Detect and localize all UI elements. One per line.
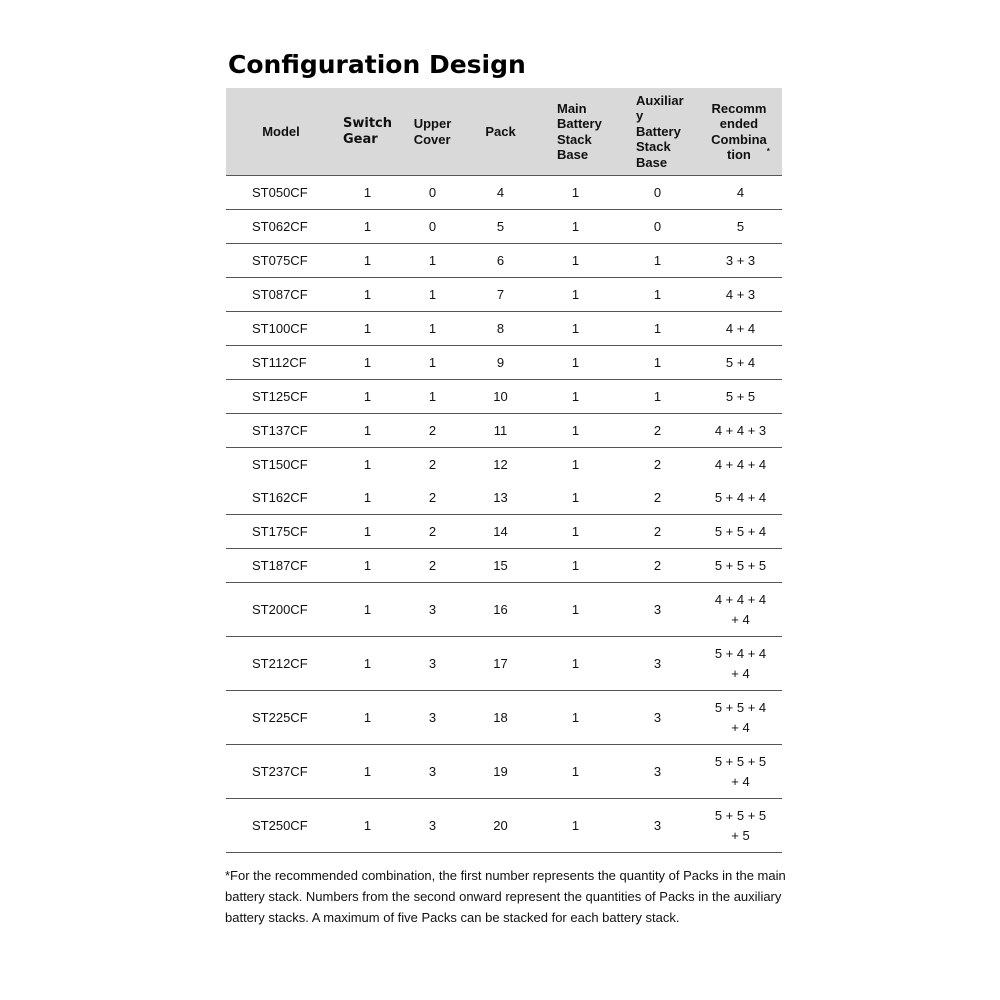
pack-cell: 11 <box>466 414 535 448</box>
main-base-cell: 1 <box>535 637 616 691</box>
combination-value: 4 + 4 <box>725 320 756 336</box>
switch-gear-cell: 1 <box>336 691 399 745</box>
switch-gear-cell: 1 <box>336 637 399 691</box>
combination-value: 4 + 4 + 4 <box>714 456 767 472</box>
combination-cell <box>699 549 782 583</box>
aux-base-cell: 1 <box>616 380 699 414</box>
combination-cell <box>699 799 782 853</box>
header-footnote-mark: * <box>766 146 770 156</box>
pack-cell: 16 <box>466 583 535 637</box>
pack-cell: 4 <box>466 176 535 210</box>
main-base-cell: 1 <box>535 380 616 414</box>
model-cell: ST125CF <box>226 380 336 414</box>
switch-gear-cell: 1 <box>336 380 399 414</box>
main-base-cell: 1 <box>535 414 616 448</box>
upper-cover-cell: 1 <box>399 346 466 380</box>
aux-base-cell: 1 <box>616 278 699 312</box>
table-row <box>226 799 782 853</box>
main-base-cell: 1 <box>535 515 616 549</box>
model-cell: ST200CF <box>226 583 336 637</box>
table-row <box>226 414 782 448</box>
switch-gear-cell: 1 <box>336 515 399 549</box>
table-row <box>226 549 782 583</box>
combination-cell <box>699 745 782 799</box>
header-main-battery-stack-base: Main Battery Stack Base <box>535 88 616 176</box>
switch-gear-cell: 1 <box>336 549 399 583</box>
main-base-cell: 1 <box>535 346 616 380</box>
table-body <box>226 176 782 853</box>
upper-cover-cell: 2 <box>399 414 466 448</box>
table-row <box>226 448 782 482</box>
table-row <box>226 380 782 414</box>
table-row <box>226 691 782 745</box>
aux-base-cell: 2 <box>616 481 699 515</box>
header-pack: Pack <box>466 88 535 176</box>
switch-gear-cell: 1 <box>336 176 399 210</box>
main-base-cell: 1 <box>535 481 616 515</box>
pack-cell: 6 <box>466 244 535 278</box>
main-base-cell: 1 <box>535 549 616 583</box>
table-row <box>226 278 782 312</box>
aux-base-cell: 2 <box>616 549 699 583</box>
pack-cell: 20 <box>466 799 535 853</box>
model-cell: ST150CF <box>252 456 308 472</box>
table-row <box>226 481 782 515</box>
combination-value: 4 <box>736 184 745 200</box>
combination-value: 5 + 5 + 4 <box>714 523 767 539</box>
model-cell: ST100CF <box>226 312 336 346</box>
switch-gear-cell: 1 <box>336 745 399 799</box>
footnote: *For the recommended combination, the first number represents the quantity of Packs in the main battery stack. Numbers from the second onward represent the quantities of Packs in the auxiliary battery stacks. A maximum of five Packs can be stacked for each battery stack. <box>225 868 786 925</box>
model-cell: ST162CF <box>226 481 336 515</box>
combination-value: 5 + 4 + 4 <box>714 489 767 505</box>
combination-value: 3 + 3 <box>725 252 756 268</box>
main-base-cell: 1 <box>535 583 616 637</box>
aux-base-cell: 3 <box>616 583 699 637</box>
pack-cell: 10 <box>466 380 535 414</box>
model-cell: ST212CF <box>226 637 336 691</box>
main-base-cell: 1 <box>535 691 616 745</box>
combination-cell <box>699 583 782 637</box>
model-cell: ST187CF <box>226 549 336 583</box>
header-model: Model <box>226 88 336 176</box>
switch-gear-cell: 1 <box>336 481 399 515</box>
combination-cell <box>699 515 782 549</box>
aux-base-cell: 1 <box>616 312 699 346</box>
upper-cover-cell: 2 <box>428 456 437 472</box>
combination-cell <box>699 481 782 515</box>
main-base-cell: 1 <box>535 244 616 278</box>
upper-cover-cell: 3 <box>399 745 466 799</box>
combination-cell <box>699 637 782 691</box>
main-base-cell: 1 <box>535 312 616 346</box>
main-base-cell: 1 <box>535 176 616 210</box>
switch-gear-cell: 1 <box>336 346 399 380</box>
aux-base-cell: 2 <box>653 456 662 472</box>
header-auxiliary-battery-stack-base: Auxiliar y Battery Stack Base <box>616 88 699 176</box>
combination-cell <box>699 414 782 448</box>
aux-base-cell: 3 <box>616 799 699 853</box>
combination-cell <box>699 380 782 414</box>
combination-value: 5 + 4 <box>725 354 756 370</box>
pack-cell: 15 <box>466 549 535 583</box>
header-recommended-combination: Recomm ended Combina tion * <box>699 88 782 176</box>
upper-cover-cell: 1 <box>399 244 466 278</box>
aux-base-cell: 1 <box>616 244 699 278</box>
table-row <box>226 515 782 549</box>
pack-cell: 13 <box>466 481 535 515</box>
combination-cell <box>699 691 782 745</box>
switch-gear-cell: 1 <box>336 210 399 244</box>
page-title: Configuration Design <box>228 50 526 79</box>
upper-cover-cell: 0 <box>399 210 466 244</box>
table-row <box>226 346 782 380</box>
switch-gear-cell: 1 <box>336 278 399 312</box>
main-base-cell: 1 <box>535 799 616 853</box>
upper-cover-cell: 2 <box>399 549 466 583</box>
combination-cell <box>699 312 782 346</box>
combination-cell <box>699 448 782 482</box>
upper-cover-cell: 3 <box>399 799 466 853</box>
table-row <box>226 210 782 244</box>
header-upper-cover: Upper Cover <box>399 88 466 176</box>
switch-gear-cell: 1 <box>336 583 399 637</box>
upper-cover-cell: 2 <box>399 515 466 549</box>
model-cell: ST237CF <box>226 745 336 799</box>
upper-cover-cell: 3 <box>399 583 466 637</box>
model-cell: ST050CF <box>226 176 336 210</box>
aux-base-cell: 3 <box>616 691 699 745</box>
table-row <box>226 637 782 691</box>
combination-cell <box>699 278 782 312</box>
combination-cell <box>699 244 782 278</box>
combination-value: 5 + 5 <box>725 388 756 404</box>
upper-cover-cell: 2 <box>399 481 466 515</box>
upper-cover-cell: 0 <box>399 176 466 210</box>
main-base-cell: 1 <box>535 745 616 799</box>
pack-cell: 9 <box>466 346 535 380</box>
table-row <box>226 745 782 799</box>
model-cell: ST250CF <box>226 799 336 853</box>
pack-cell: 8 <box>466 312 535 346</box>
switch-gear-cell: 1 <box>336 414 399 448</box>
main-base-cell: 1 <box>535 210 616 244</box>
aux-base-cell: 0 <box>616 210 699 244</box>
model-cell: ST112CF <box>226 346 336 380</box>
pack-cell: 7 <box>466 278 535 312</box>
model-cell: ST087CF <box>226 278 336 312</box>
upper-cover-cell: 1 <box>399 278 466 312</box>
upper-cover-cell: 3 <box>399 691 466 745</box>
combination-value: 5 + 5 + 5 <box>714 557 767 573</box>
pack-cell: 19 <box>466 745 535 799</box>
model-cell: ST137CF <box>226 414 336 448</box>
main-base-cell: 1 <box>571 456 580 472</box>
combination-value: 4 + 4 + 3 <box>714 422 767 438</box>
switch-gear-cell: 1 <box>336 244 399 278</box>
combination-cell <box>699 210 782 244</box>
upper-cover-cell: 3 <box>399 637 466 691</box>
switch-gear-cell: 1 <box>363 456 372 472</box>
aux-base-cell: 3 <box>616 745 699 799</box>
combination-value: 5 + 5 + 4 + 4 <box>714 699 767 735</box>
model-cell: ST175CF <box>226 515 336 549</box>
combination-value: 5 + 5 + 5 + 4 <box>714 753 767 789</box>
model-cell: ST075CF <box>226 244 336 278</box>
pack-cell: 18 <box>466 691 535 745</box>
table-row <box>226 176 782 210</box>
configuration-table <box>226 88 782 853</box>
combination-cell <box>699 346 782 380</box>
combination-value: 4 + 4 + 4 + 4 <box>714 591 767 627</box>
combination-value: 5 + 5 + 5 + 5 <box>714 807 767 843</box>
aux-base-cell: 1 <box>616 346 699 380</box>
aux-base-cell: 2 <box>616 515 699 549</box>
upper-cover-cell: 1 <box>399 312 466 346</box>
main-base-cell: 1 <box>535 278 616 312</box>
switch-gear-cell: 1 <box>336 799 399 853</box>
combination-value: 4 + 3 <box>725 286 756 302</box>
combination-value: 5 <box>736 218 745 234</box>
switch-gear-cell: 1 <box>336 312 399 346</box>
model-cell: ST062CF <box>226 210 336 244</box>
pack-cell: 5 <box>466 210 535 244</box>
upper-cover-cell: 1 <box>399 380 466 414</box>
table-row <box>226 583 782 637</box>
pack-cell: 17 <box>466 637 535 691</box>
pack-cell: 12 <box>493 456 508 472</box>
aux-base-cell: 2 <box>616 414 699 448</box>
aux-base-cell: 3 <box>616 637 699 691</box>
table-header-row <box>226 88 782 176</box>
pack-cell: 14 <box>466 515 535 549</box>
table-row <box>226 312 782 346</box>
combination-value: 5 + 4 + 4 + 4 <box>714 645 767 681</box>
combination-cell <box>699 176 782 210</box>
aux-base-cell: 0 <box>616 176 699 210</box>
table-row <box>226 244 782 278</box>
header-switch-gear: Switch Gear <box>336 88 399 176</box>
model-cell: ST225CF <box>226 691 336 745</box>
